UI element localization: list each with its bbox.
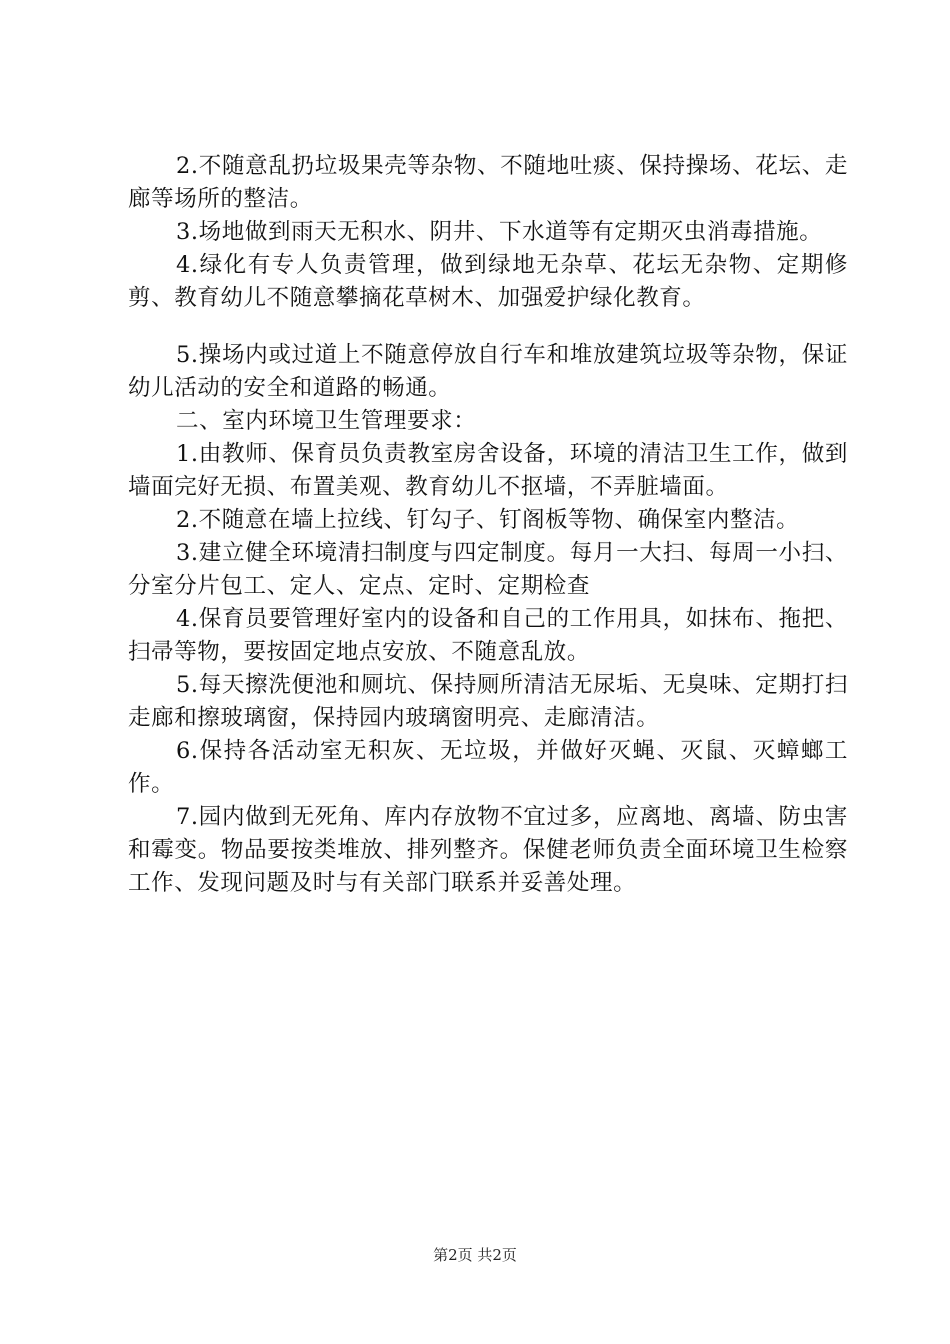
paragraph-indoor-1: 1.由教师、保育员负责教室房舍设备，环境的清洁卫生工作，做到墙面完好无损、布置美观、教育幼儿不抠墙，不弄脏墙面。 — [128, 441, 848, 500]
paragraph-outdoor-3: 3.场地做到雨天无积水、阴井、下水道等有定期灭虫消毒措施。 — [176, 219, 823, 245]
document-body — [128, 150, 848, 900]
page-number: 第2页 共2页 — [433, 1246, 517, 1264]
paragraph-outdoor-2: 2.不随意乱扔垃圾果壳等杂物、不随地吐痰、保持操场、花坛、走廊等场所的整洁。 — [128, 153, 848, 212]
paragraph-indoor-2: 2.不随意在墙上拉线、钉勾子、钉阁板等物、确保室内整洁。 — [176, 507, 800, 533]
paragraph-indoor-4: 4.保育员要管理好室内的设备和自己的工作用具，如抹布、拖把、扫帚等物，要按固定地点安放、不随意乱放。 — [128, 606, 848, 665]
section-heading-indoor: 二、室内环境卫生管理要求： — [176, 408, 477, 434]
paragraph-indoor-3: 3.建立健全环境清扫制度与四定制度。每月一大扫、每周一小扫、分室分片包工、定人、定点、定时、定期检查 — [128, 540, 848, 599]
paragraph-indoor-5: 5.每天擦洗便池和厕坑、保持厕所清洁无尿垢、无臭味、定期打扫走廊和擦玻璃窗，保持园内玻璃窗明亮、走廊清洁。 — [128, 672, 848, 731]
paragraph-outdoor-5: 5.操场内或过道上不随意停放自行车和堆放建筑垃圾等杂物，保证幼儿活动的安全和道路的畅通。 — [128, 342, 848, 401]
paragraph-spacer — [128, 315, 848, 339]
paragraph-indoor-6: 6.保持各活动室无积灰、无垃圾，并做好灭蝇、灭鼠、灭蟑螂工作。 — [128, 738, 848, 797]
paragraph-outdoor-4: 4.绿化有专人负责管理，做到绿地无杂草、花坛无杂物、定期修剪、教育幼儿不随意攀摘花草树木、加强爱护绿化教育。 — [128, 252, 848, 311]
paragraph-indoor-7: 7.园内做到无死角、库内存放物不宜过多，应离地、离墙、防虫害和霉变。物品要按类堆放、排列整齐。保健老师负责全面环境卫生检察工作、发现问题及时与有关部门联系并妥善处理。 — [128, 804, 848, 896]
page-footer — [0, 1245, 950, 1265]
